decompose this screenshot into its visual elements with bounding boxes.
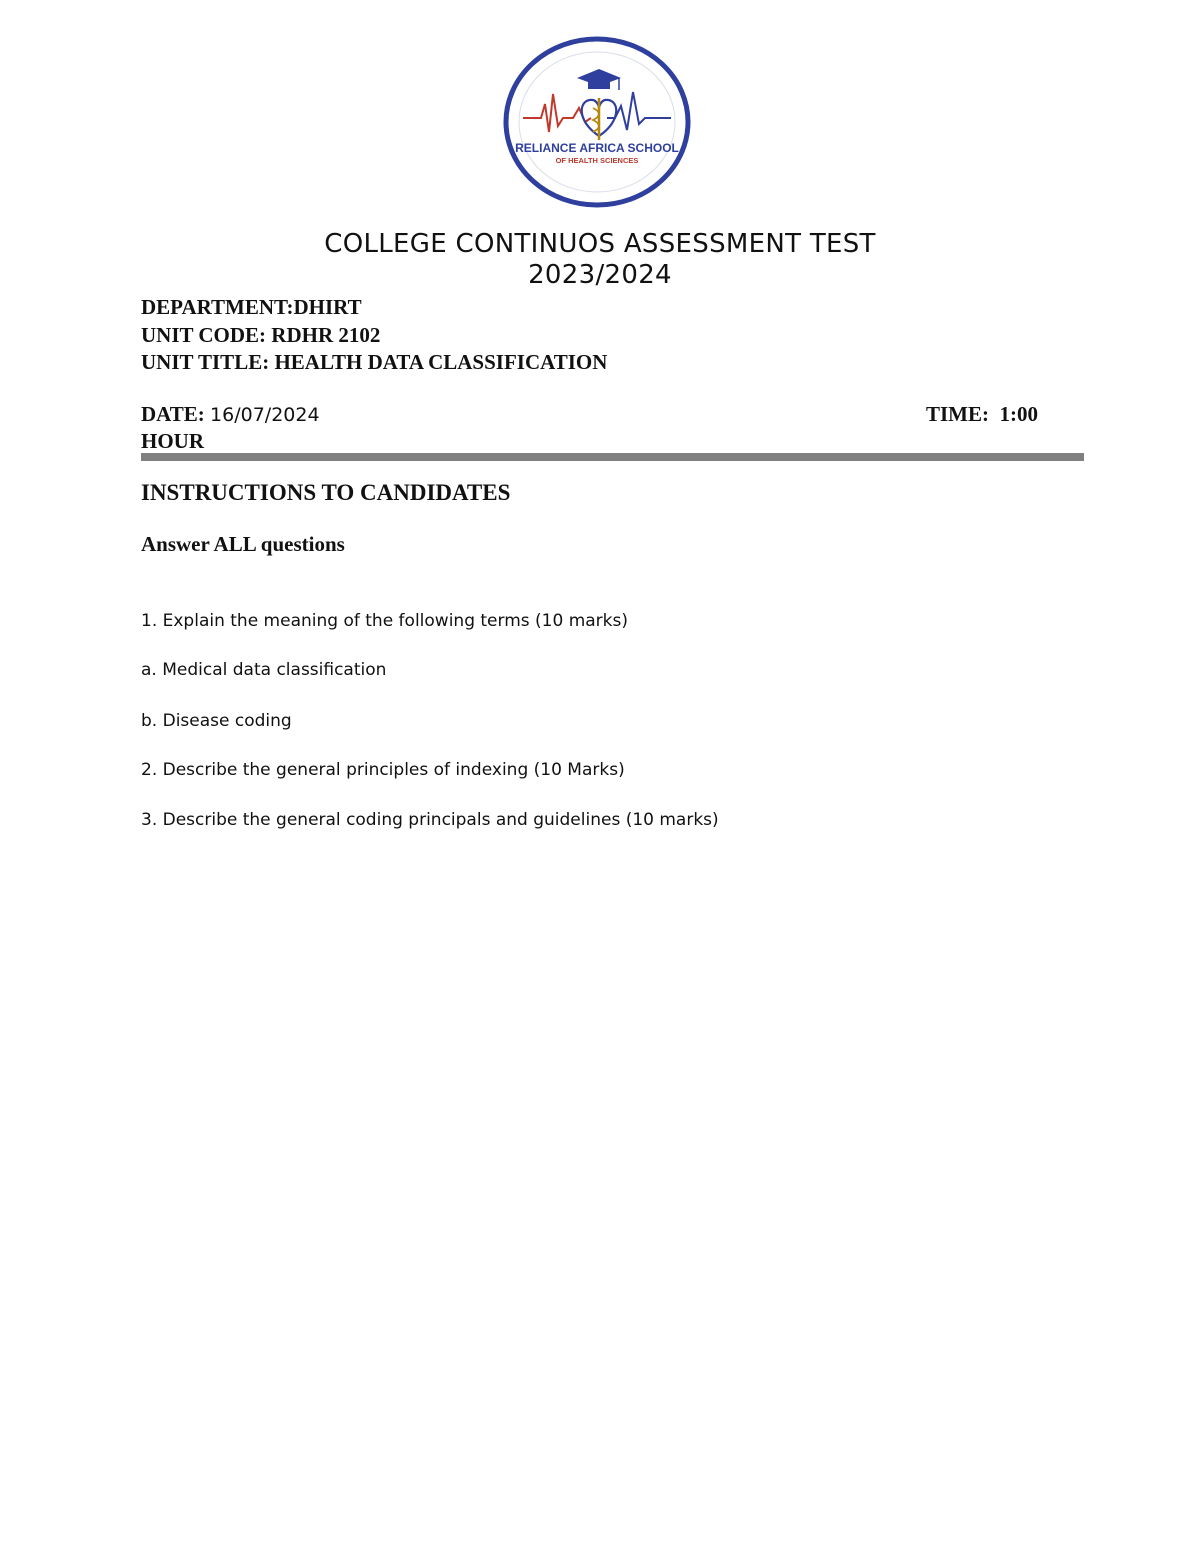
unit-code-line: UNIT CODE: RDHR 2102 <box>141 323 381 347</box>
department-line: DEPARTMENT:DHIRT <box>141 295 362 319</box>
school-logo <box>503 36 691 208</box>
exam-title: COLLEGE CONTINUOS ASSESSMENT TEST <box>324 229 876 259</box>
time-unit: HOUR <box>141 429 204 453</box>
question-1b: b. Disease coding <box>141 711 292 731</box>
time-value: 1:00 <box>999 402 1038 426</box>
instructions-heading: INSTRUCTIONS TO CANDIDATES <box>141 480 511 505</box>
time-label: TIME: <box>926 402 989 426</box>
instructions-subheading: Answer ALL questions <box>141 532 345 556</box>
logo-seal-icon <box>503 36 691 208</box>
divider-rule <box>141 453 1084 461</box>
question-1: 1. Explain the meaning of the following terms (10 marks) <box>141 611 628 631</box>
date-value: 16/07/2024 <box>210 404 320 426</box>
date-line <box>141 402 320 427</box>
unit-title-line: UNIT TITLE: HEALTH DATA CLASSIFICATION <box>141 350 608 374</box>
date-label: DATE: <box>141 402 205 426</box>
question-3: 3. Describe the general coding principals and guidelines (10 marks) <box>141 810 719 830</box>
question-2: 2. Describe the general principles of indexing (10 Marks) <box>141 760 625 780</box>
time-line <box>926 402 1038 427</box>
exam-year: 2023/2024 <box>528 260 672 290</box>
logo-line1: RELIANCE AFRICA SCHOOL <box>515 141 679 155</box>
question-1a: a. Medical data classification <box>141 660 387 680</box>
logo-line2: OF HEALTH SCIENCES <box>555 156 639 165</box>
